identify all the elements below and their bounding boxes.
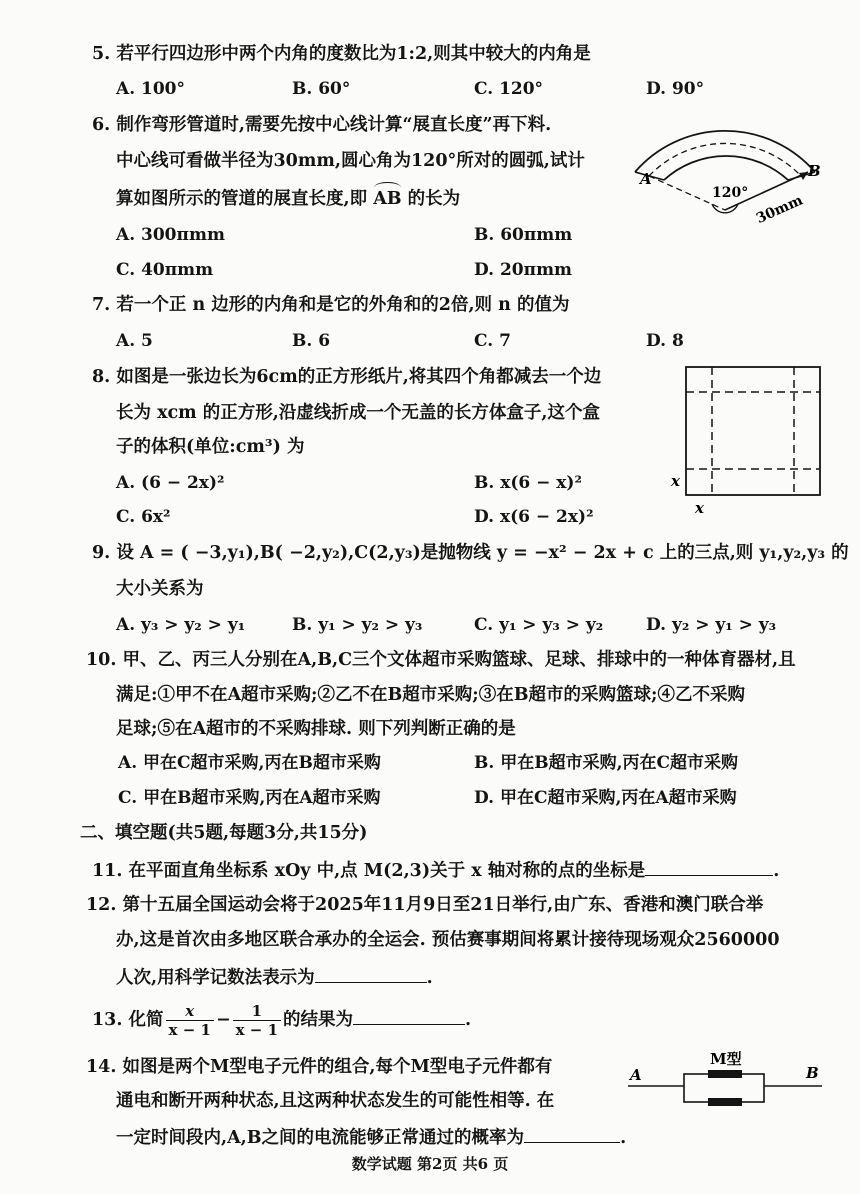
q14-figure-point-a: A — [630, 1066, 642, 1084]
q10-option-c: C. 甲在B超市采购,丙在A超市采购 — [118, 788, 381, 808]
q6-line-3-before: 算如图所示的管道的展直长度,即 — [116, 189, 368, 209]
q12-answer-blank[interactable] — [315, 964, 427, 983]
q13-fraction-2 — [233, 1002, 281, 1039]
q14-line-1: 14. 如图是两个M型电子元件的组合,每个M型电子元件都有 — [86, 1057, 553, 1077]
q6-line-3-after: 的长为 — [407, 189, 461, 209]
q13-answer-blank[interactable] — [353, 1006, 465, 1025]
q6-line-3 — [116, 188, 460, 210]
q6-line-1: 6. 制作弯形管道时,需要先按中心线计算“展直长度”再下料. — [92, 115, 552, 135]
q10-line-2: 满足:①甲不在A超市采购;②乙不在B超市采购;③在B超市的采购篮球;④乙不采购 — [116, 685, 745, 705]
q13-fraction-1 — [166, 1002, 214, 1039]
q11-stem: 11. 在平面直角坐标系 xOy 中,点 M(2,3)关于 x 轴对称的点的坐标是 — [92, 861, 646, 881]
q14-figure-label: M型 — [710, 1050, 742, 1068]
q12-line-2: 办,这是首次由多地区联合承办的全运会. 预估赛事期间将累计接待现场观众2560000 — [116, 930, 780, 950]
q13-end: . — [465, 1010, 472, 1030]
q7-option-d: D. 8 — [646, 331, 684, 351]
q12-line-3-text: 人次,用科学记数法表示为 — [116, 968, 315, 988]
q13-prefix: 13. 化简 — [92, 1010, 164, 1030]
q6-option-a: A. 300πmm — [116, 225, 225, 245]
q14-line-3 — [116, 1124, 626, 1149]
q6-option-c: C. 40πmm — [116, 260, 214, 280]
q5-option-c: C. 120° — [474, 79, 544, 99]
q13-minus: − — [215, 1010, 231, 1030]
q8-square-figure — [670, 362, 830, 517]
section-2-title: 二、填空题(共5题,每题3分,共15分) — [80, 823, 368, 843]
q9-option-b: B. y₁ > y₂ > y₃ — [292, 615, 423, 635]
q9-line-2: 大小关系为 — [116, 579, 204, 599]
q5-option-a: A. 100° — [116, 79, 186, 99]
q7-stem: 7. 若一个正 n 边形的内角和是它的外角和的2倍,则 n 的值为 — [92, 295, 570, 315]
q8-option-c: C. 6x² — [116, 507, 171, 527]
q11-answer-blank[interactable] — [645, 857, 773, 876]
q6-option-b: B. 60πmm — [474, 225, 573, 245]
q10-line-1: 10. 甲、乙、丙三人分别在A,B,C三个文体超市采购篮球、足球、排球中的一种体育器材,且 — [86, 650, 796, 670]
q10-line-3: 足球;⑤在A超市的不采购排球. 则下列判断正确的是 — [116, 719, 516, 739]
q14-line-3-text: 一定时间段内,A,B之间的电流能够正常通过的概率为 — [116, 1128, 525, 1148]
q6-option-d: D. 20πmm — [474, 260, 573, 280]
q10-option-b: B. 甲在B超市采购,丙在C超市采购 — [474, 753, 739, 773]
q9-option-c: C. y₁ > y₃ > y₂ — [474, 615, 604, 635]
q13-suffix: 的结果为 — [283, 1010, 354, 1030]
q13-fraction-1-numerator: x — [166, 1002, 214, 1021]
q13-fraction-2-numerator: 1 — [233, 1002, 281, 1021]
q14-figure-point-b: B — [806, 1064, 819, 1082]
page-footer: 数学试题 第2页 共6 页 — [351, 1155, 509, 1173]
q8-figure-bottom-label: x — [695, 499, 704, 517]
q8-option-b: B. x(6 − x)² — [474, 473, 582, 493]
q12-end: . — [426, 968, 433, 988]
q7-option-c: C. 7 — [474, 331, 511, 351]
q10-option-d: D. 甲在C超市采购,丙在A超市采购 — [474, 788, 737, 808]
q11-line — [92, 857, 779, 882]
q6-figure-point-b: B — [808, 162, 821, 180]
q8-line-3: 子的体积(单位:cm³) 为 — [116, 437, 305, 457]
q6-line-2: 中心线可看做半径为30mm,圆心角为120°所对的圆弧,试计 — [116, 151, 585, 171]
q9-option-a: A. y₃ > y₂ > y₁ — [116, 615, 246, 635]
q8-option-d: D. x(6 − 2x)² — [474, 507, 594, 527]
q14-circuit-figure — [626, 1048, 826, 1116]
q8-option-a: A. (6 − 2x)² — [116, 473, 225, 493]
q7-option-b: B. 6 — [292, 331, 331, 351]
q13-fraction-2-denominator: x − 1 — [235, 1021, 279, 1039]
q9-line-1: 9. 设 A = ( −3,y₁),B( −2,y₂),C(2,y₃)是抛物线 y = −x² − 2x + c 上的三点,则 y₁,y₂,y₃ 的 — [92, 543, 849, 563]
q11-end: . — [773, 861, 780, 881]
q5-option-b: B. 60° — [292, 79, 351, 99]
q5-option-d: D. 90° — [646, 79, 705, 99]
q8-line-1: 8. 如图是一张边长为6cm的正方形纸片,将其四个角都减去一个边 — [92, 367, 602, 387]
q13-fraction-1-denominator: x − 1 — [168, 1021, 211, 1039]
q7-option-a: A. 5 — [116, 331, 153, 351]
q6-figure-point-a: A — [640, 170, 652, 188]
q6-figure-radius: 30mm — [753, 192, 806, 228]
q14-line-2: 通电和断开两种状态,且这两种状态发生的可能性相等. 在 — [116, 1091, 555, 1111]
q14-end: . — [620, 1128, 627, 1148]
q13-line — [92, 1000, 471, 1040]
q8-figure-side-label: x — [671, 472, 680, 490]
q10-option-a: A. 甲在C超市采购,丙在B超市采购 — [118, 753, 381, 773]
q12-line-3 — [116, 964, 433, 989]
q6-figure-angle: 120° — [712, 185, 749, 201]
q14-answer-blank[interactable] — [524, 1124, 620, 1143]
q12-line-1: 12. 第十五届全国运动会将于2025年11月9日至21日举行,由广东、香港和澳门联合举 — [86, 895, 764, 915]
q6-arc-label: AB — [373, 189, 402, 209]
q8-line-2: 长为 xcm 的正方形,沿虚线折成一个无盖的长方体盒子,这个盒 — [116, 403, 600, 423]
q9-option-d: D. y₂ > y₁ > y₃ — [646, 615, 777, 635]
q5-stem: 5. 若平行四边形中两个内角的度数比为1:2,则其中较大的内角是 — [92, 44, 591, 64]
q6-pipe-figure — [620, 100, 830, 230]
